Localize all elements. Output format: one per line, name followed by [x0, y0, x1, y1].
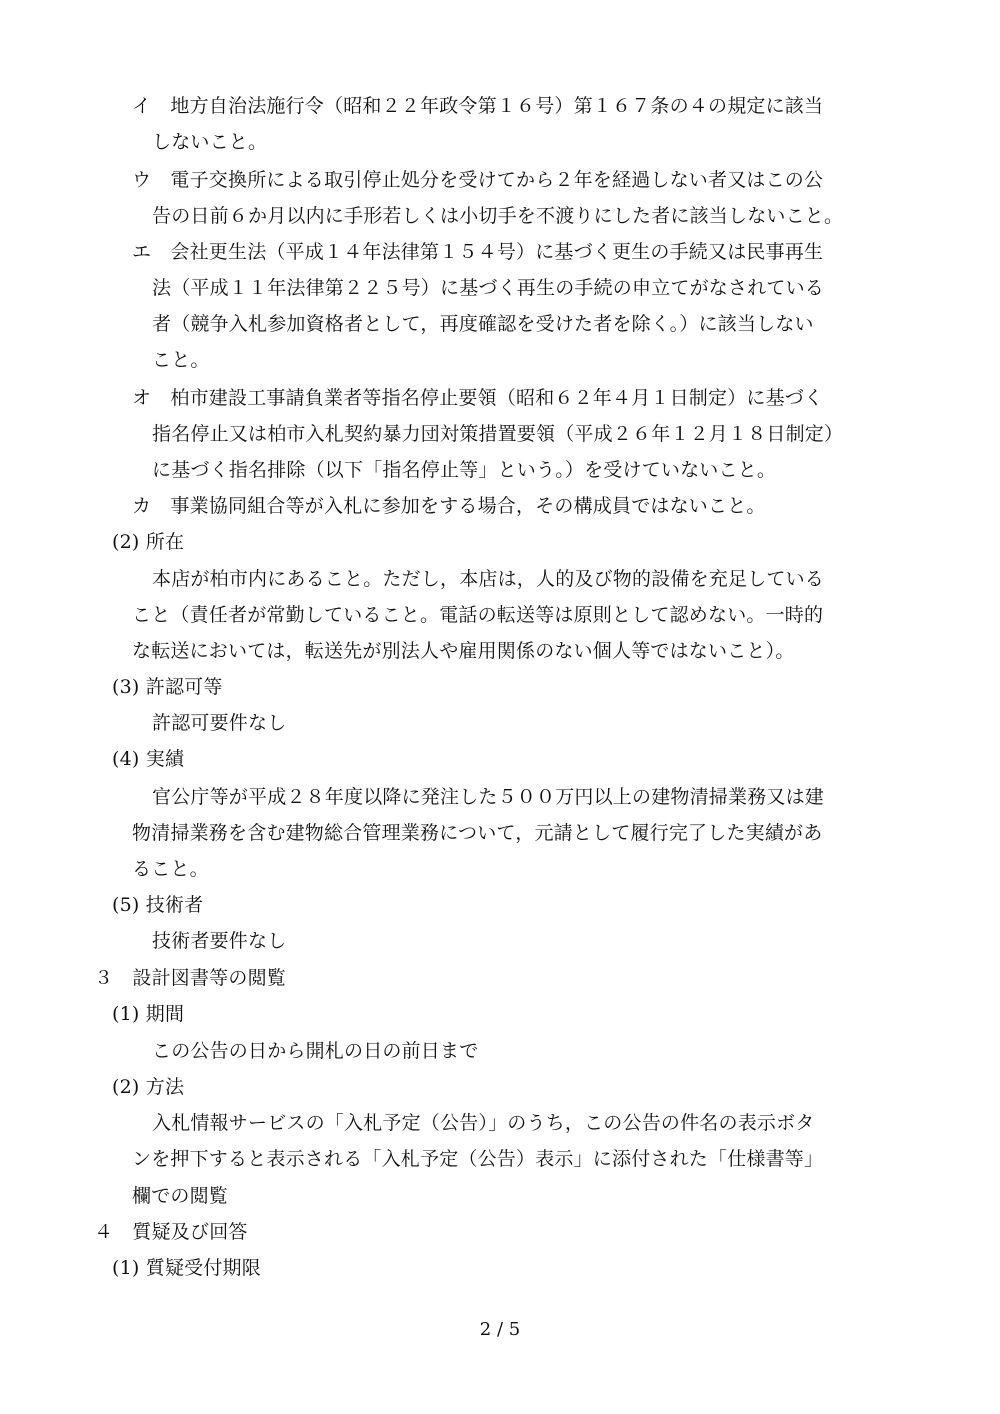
text-line: ンを押下すると表示される「入札予定（公告）表示」に添付された「仕様書等」: [132, 1148, 824, 1170]
section-heading: (1) 質疑受付期限: [112, 1257, 261, 1279]
text-line: オ 柏市建設工事請負業者等指名停止要領（昭和６２年４月１日制定）に基づく: [132, 387, 824, 409]
section-heading: (3) 許認可等: [112, 676, 223, 698]
section-heading: (2) 方法: [112, 1076, 185, 1098]
text-line: 者（競争入札参加資格者として，再度確認を受けた者を除く。）に該当しない: [152, 313, 814, 335]
chapter-heading: ３ 設計図書等の閲覧: [94, 967, 287, 989]
text-line: こと。: [152, 349, 210, 371]
text-line: 官公庁等が平成２８年度以降に発注した５００万円以上の建物清掃業務又は建: [152, 786, 825, 808]
text-line: この公告の日から開札の日の前日まで: [152, 1040, 479, 1062]
text-line: に基づく指名排除（以下「指名停止等」という。）を受けていないこと。: [152, 459, 777, 481]
text-line: イ 地方自治法施行令（昭和２２年政令第１６号）第１６７条の４の規定に該当: [132, 95, 824, 117]
section-heading: (2) 所在: [112, 531, 185, 553]
text-line: 欄での閲覧: [132, 1185, 229, 1207]
text-line: 許認可要件なし: [152, 712, 287, 734]
section-heading: (4) 実績: [112, 748, 185, 770]
text-line: しないこと。: [152, 131, 268, 153]
section-heading: (1) 期間: [112, 1003, 185, 1025]
text-line: 物清掃業務を含む建物総合管理業務について，元請として履行完了した実績があ: [132, 822, 823, 844]
text-line: こと（責任者が常勤していること。電話の転送等は原則として認めない。一時的: [132, 604, 824, 626]
text-line: な転送においては，転送先が別法人や雇用関係のない個人等ではないこと）。: [132, 640, 795, 662]
text-line: ウ 電子交換所による取引停止処分を受けてから２年を経過しない者又はこの公: [132, 169, 824, 191]
text-line: 技術者要件なし: [152, 930, 287, 952]
text-line: カ 事業協同組合等が入札に参加をする場合，その構成員ではないこと。: [132, 495, 766, 517]
text-line: エ 会社更生法（平成１４年法律第１５４号）に基づく更生の手続又は民事再生: [132, 241, 824, 263]
text-line: 入札情報サービスの「入札予定（公告）」のうち，この公告の件名の表示ボタ: [152, 1112, 815, 1134]
text-line: 告の日前６か月以内に手形若しくは小切手を不渡りにした者に該当しないこと。: [152, 205, 844, 227]
text-line: 法（平成１１年法律第２２５号）に基づく再生の手続の申立てがなされている: [152, 277, 825, 299]
text-line: 指名停止又は柏市入札契約暴力団対策措置要領（平成２６年１２月１８日制定）: [152, 423, 844, 445]
section-heading: (5) 技術者: [112, 894, 204, 916]
chapter-heading: ４ 質疑及び回答: [94, 1221, 248, 1243]
text-line: ること。: [132, 858, 209, 880]
text-line: 本店が柏市内にあること。ただし，本店は，人的及び物的設備を充足している: [152, 568, 825, 590]
page-number: 2 / 5: [479, 1319, 521, 1340]
